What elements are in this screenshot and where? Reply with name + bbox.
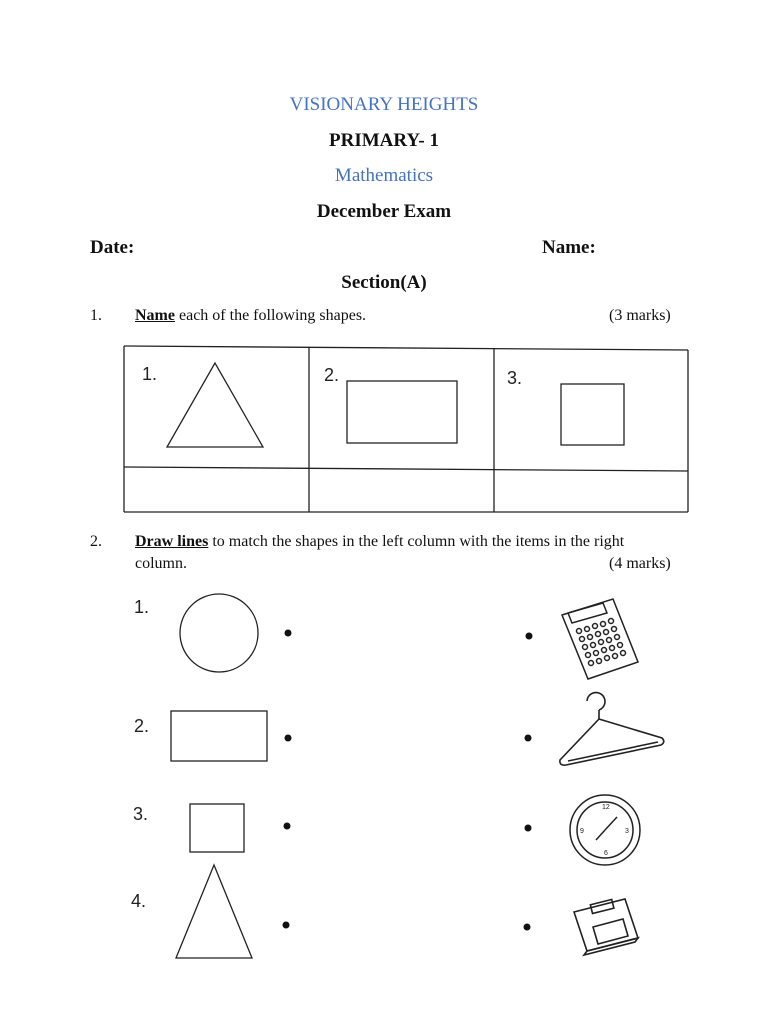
hanger-icon [560,693,664,766]
match-rectangle-shape [171,711,267,761]
match-dot-right-3[interactable] [525,825,532,832]
square-shape [561,384,624,445]
match-square-shape [190,804,244,852]
question-2-text [135,533,624,551]
match-circle-shape [180,594,258,672]
table-row-divider [124,467,688,471]
matching-exercise [110,585,710,965]
question-1-text [135,307,366,325]
floppy-disk-icon [574,899,638,955]
question-2-text-line2: column. [135,555,187,572]
section-heading: Section(A) [341,272,427,293]
grade-heading: PRIMARY- 1 [329,130,439,151]
question-2-number: 2. [90,533,102,550]
triangle-shape [167,363,263,447]
question-1-instruction: each of the following shapes. [174,307,367,324]
match-row-4-label: 4. [131,891,147,911]
question-2-keyword: Draw lines [135,533,209,550]
match-row-3-label: 3. [133,804,149,824]
match-triangle-shape [176,865,252,958]
question-1-keyword: Name [135,307,175,324]
match-row-1-label: 1. [134,597,150,617]
school-name: VISIONARY HEIGHTS [289,94,479,115]
clock-icon [570,795,640,865]
name-label: Name: [542,237,596,258]
match-dot-left-4[interactable] [283,922,290,929]
svg-text:12: 12 [602,804,610,811]
subject-heading: Mathematics [334,165,434,186]
match-dot-left-1[interactable] [285,630,292,637]
calculator-icon [562,599,638,679]
question-1-number: 1. [90,307,102,324]
match-dot-left-2[interactable] [285,735,292,742]
match-row-2-label: 2. [134,716,150,736]
question-1-marks: (3 marks) [609,307,671,324]
cell-3-label: 3. [507,368,523,388]
exam-heading: December Exam [316,201,452,222]
cell-2-label: 2. [324,365,340,385]
cell-1-label: 1. [142,364,158,384]
question-2-marks: (4 marks) [609,555,671,572]
match-dot-right-4[interactable] [524,924,531,931]
rectangle-shape [347,381,457,443]
match-dot-right-2[interactable] [525,735,532,742]
svg-text:6: 6 [604,850,608,857]
svg-text:3: 3 [625,828,629,835]
match-dot-right-1[interactable] [526,633,533,640]
question-2-instruction: to match the shapes in the left column with the items in the right [208,533,625,550]
match-dot-left-3[interactable] [284,823,291,830]
svg-text:9: 9 [580,828,584,835]
shapes-table [118,340,694,518]
table-top-border [124,346,688,350]
date-label: Date: [90,237,135,258]
